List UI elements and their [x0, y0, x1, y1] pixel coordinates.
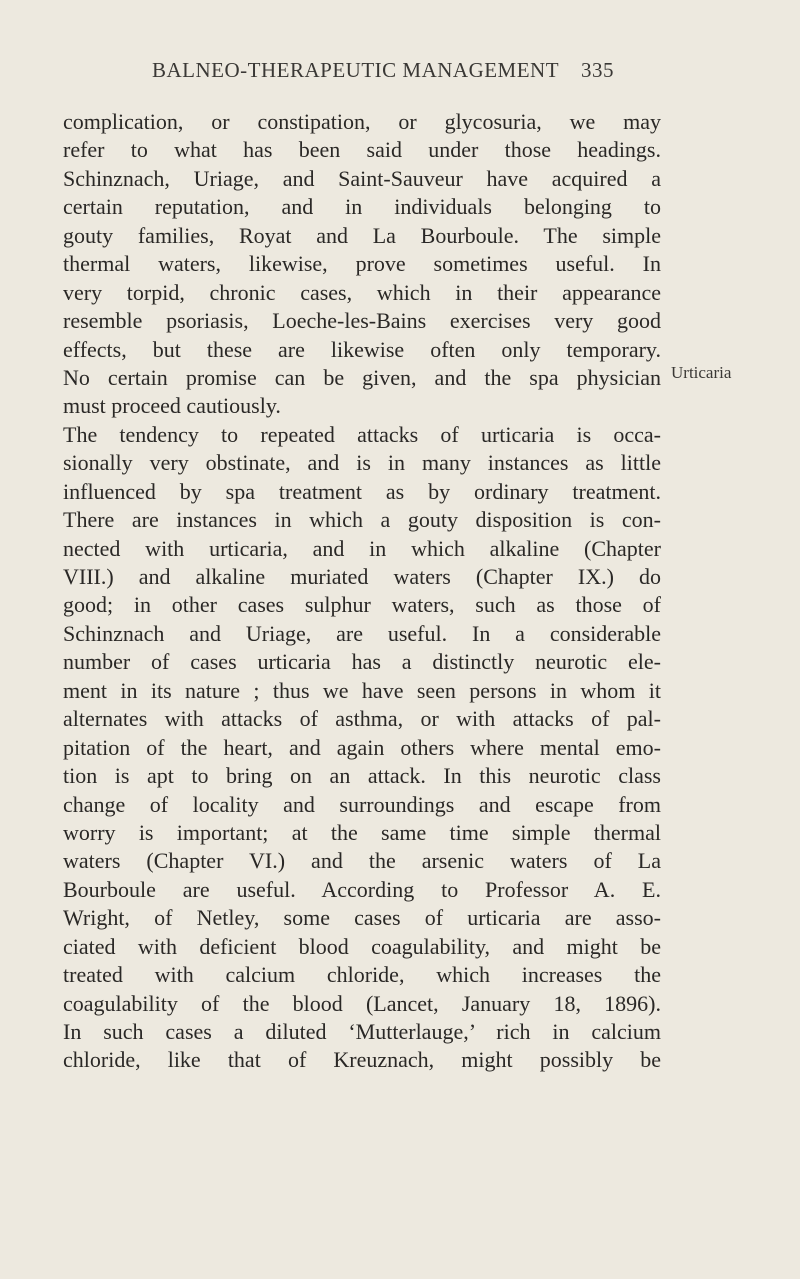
text-line: very torpid, chronic cases, which in their appearance [63, 279, 661, 305]
text-line: must proceed cautiously. [63, 393, 281, 419]
page-number: 335 [581, 58, 614, 82]
text-line: treated with calcium chloride, which increases the [63, 962, 661, 988]
text-line: In such cases a diluted ‘Mutterlauge,’ rich in calcium [63, 1019, 661, 1044]
text-line: The tendency to repeated attacks of urticaria is occa- [63, 421, 661, 447]
text-line: VIII.) and alkaline muriated waters (Chapter IX.) do [63, 564, 661, 589]
text-line: There are instances in which a gouty disposition is con- [63, 507, 661, 533]
text-line: thermal waters, likewise, prove sometimes useful. In [63, 251, 661, 277]
text-line: good; in other cases sulphur waters, such as those of [63, 592, 661, 618]
text-line: worry is important; at the same time simple thermal [63, 819, 661, 845]
text-line: nected with urticaria, and in which alkaline (Chapter [63, 535, 661, 561]
page-header [152, 58, 614, 98]
text-line: gouty families, Royat and La Bourboule. The simple [63, 222, 661, 248]
text-line: Schinznach, Uriage, and Saint-Sauveur have acquired a [63, 165, 661, 191]
text-line: number of cases urticaria has a distinctly neurotic ele- [63, 649, 661, 675]
text-line: pitation of the heart, and again others where mental emo- [63, 734, 661, 760]
margin-note: Urticaria [671, 363, 732, 382]
text-line: alternates with attacks of asthma, or with attacks of pal- [63, 706, 661, 732]
text-line: influenced by spa treatment as by ordinary treatment. [63, 478, 661, 504]
text-line: No certain promise can be given, and the spa physician [63, 364, 661, 390]
text-line: resemble psoriasis, Loeche-les-Bains exercises very good [63, 308, 661, 334]
running-title: BALNEO-THERAPEUTIC MANAGEMENT [152, 58, 560, 82]
text-line: sionally very obstinate, and is in many instances as little [63, 450, 661, 476]
text-line: chloride, like that of Kreuznach, might possibly be [63, 1047, 661, 1073]
text-line: complication, or constipation, or glycosuria, we may [63, 109, 661, 134]
text-line: Schinznach and Uriage, are useful. In a considerable [63, 620, 661, 646]
text-line: ciated with deficient blood coagulability, and might be [63, 933, 661, 959]
text-line: tion is apt to bring on an attack. In this neurotic class [63, 763, 661, 789]
text-line: certain reputation, and in individuals belonging to [63, 194, 661, 220]
text-line: Wright, of Netley, some cases of urticaria are asso- [63, 905, 661, 931]
text-line: effects, but these are likewise often only temporary. [63, 336, 661, 362]
text-line: waters (Chapter VI.) and the arsenic waters of La [63, 848, 661, 874]
text-line: ment in its nature ; thus we have seen persons in whom it [63, 677, 661, 703]
text-line: change of locality and surroundings and escape from [63, 791, 661, 817]
text-line: Bourboule are useful. According to Professor A. E. [63, 876, 661, 902]
text-line: refer to what has been said under those headings. [63, 137, 661, 163]
body-text [63, 108, 661, 1075]
text-line: coagulability of the blood (Lancet, January 18, 1896). [63, 990, 661, 1016]
